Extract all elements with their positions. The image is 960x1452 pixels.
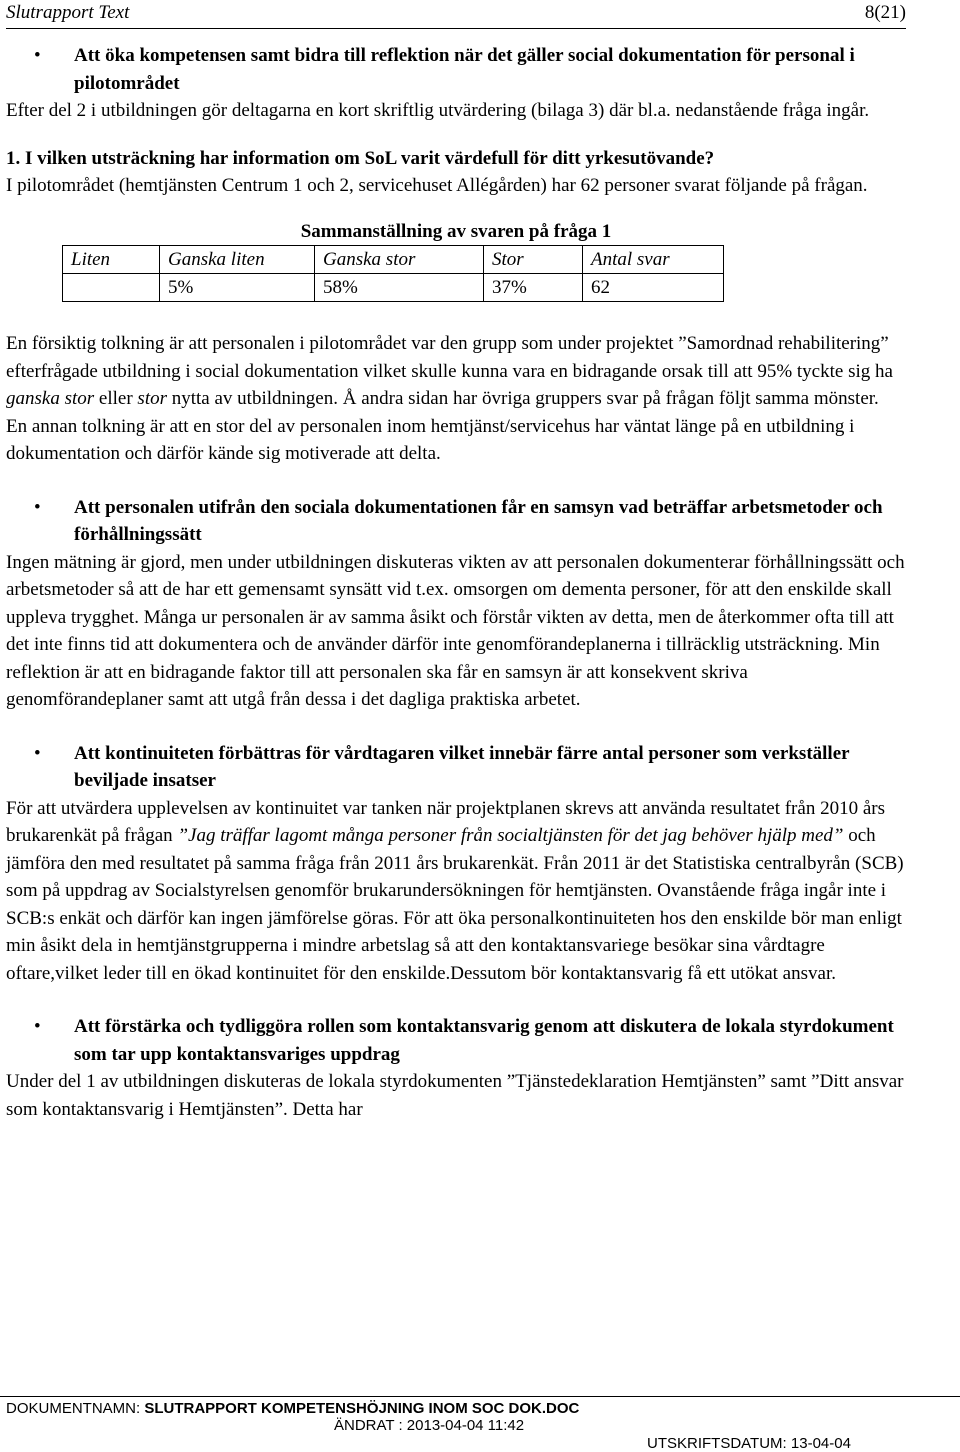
footer-changed: ÄNDRAT : 2013-04-04 11:42 <box>334 1417 525 1434</box>
heading-text: Att öka kompetensen samt bidra till reflektion när det gäller social dokumentation för personal i pilotområdet <box>74 45 855 94</box>
table-cell: 58% <box>315 274 484 302</box>
paragraph: Under del 1 av utbildningen diskuteras de lokala styrdokumenten ”Tjänstedeklaration Hemtjänsten” samt ”Ditt ansvar som kontaktansvarig i Hemtjänsten”. Detta har <box>6 1071 904 1120</box>
section-heading-samsyn <box>6 494 906 549</box>
bullet-icon: • <box>34 45 41 66</box>
page-number: 8(21) <box>864 2 906 23</box>
table-header-cell: Stor <box>484 246 583 274</box>
table-header-row <box>63 246 724 274</box>
heading-text: Att kontinuiteten förbättras för vårdtagaren vilket innebär färre antal personer som verkställer beviljade insatser <box>74 742 850 791</box>
table-header-cell: Liten <box>63 246 160 274</box>
bullet-icon: • <box>34 742 41 764</box>
paragraph: I pilotområdet (hemtjänsten Centrum 1 och 2, servicehuset Allégården) har 62 personer svarat följande på frågan. <box>6 175 868 196</box>
bullet-icon: • <box>34 496 41 518</box>
paragraph: En annan tolkning är att en stor del av personalen inom hemtjänst/servicehus har väntat länge på en utbildning i dokumentation och därför kände sig motiverade att delta. <box>6 415 855 464</box>
footer-printed: UTSKRIFTSDATUM: 13-04-04 <box>647 1435 851 1452</box>
table-row <box>63 274 724 302</box>
paragraph: En försiktig tolkning är att personalen i pilotområdet var den grupp som under projektet ”Samordnad rehabilitering” efterfrågade utbildning i social dokumentation vilket skulle kunna vara en bidragande orsak till att 95% tyckte sig ha ganska stor eller stor nytta av utbildningen. Å andra sidan har övriga gruppers svar på frågan följt samma mönster. <box>6 333 893 409</box>
footer-docname: DOKUMENTNAMN: SLUTRAPPORT KOMPETENSHÖJNING INOM SOC DOK.DOC <box>6 1400 580 1417</box>
paragraph: För att utvärdera upplevelsen av kontinuitet var tanken när projektplanen skrevs att använda resultatet från 2010 års brukarenkät på frågan ”Jag träffar lagomt många personer från socialtjänsten för det jag behöver hjälp med” och jämföra den med resultatet på samma fråga från 2011 års brukarenkät. Från 2011 är det Statistiska centralbyrån (SCB) som på uppdrag av Socialstyrelsen genomför brukarundersökningen för hemtjänsten. Ovanstående fråga ingår inte i SCB:s enkät och därför kan ingen jämförelse göras. För att öka personalkontinuiteten hos den enskilde bör man enligt min åsikt dela in hemtjänstgrupperna i mindre arbetslag så att den kontaktansvariege besökar sina vårdtagre oftare,vilket leder till en ökad kontinuitet för den enskilde.Dessutom bör kontaktansvarig få ett utökat ansvar. <box>6 797 904 984</box>
page-footer <box>0 1396 960 1452</box>
table-header-cell: Antal svar <box>583 246 724 274</box>
table-cell: 37% <box>484 274 583 302</box>
section-heading-kontinuitet <box>6 740 906 795</box>
section-heading-kompetens <box>6 42 906 97</box>
table-cell: 62 <box>583 274 724 302</box>
bullet-icon: • <box>34 1016 41 1037</box>
table-header-cell: Ganska stor <box>315 246 484 274</box>
paragraph: Efter del 2 i utbildningen gör deltagarna en kort skriftlig utvärdering (bilaga 3) där bl.a. nedanstående fråga ingår. <box>6 100 870 121</box>
heading-text: Att personalen utifrån den sociala dokumentationen får en samsyn vad beträffar arbetsmetoder och förhållningssätt <box>74 496 883 545</box>
survey-table <box>62 245 724 302</box>
survey-question: 1. I vilken utsträckning har information om SoL varit värdefull för ditt yrkesutövande? <box>6 147 715 169</box>
header-title: Slutrapport Text <box>6 2 130 23</box>
section-heading-kontaktansvarig <box>6 1013 906 1068</box>
document-body <box>6 42 906 1123</box>
page-header <box>6 2 906 29</box>
table-cell <box>63 274 160 302</box>
table-header-cell: Ganska liten <box>160 246 315 274</box>
paragraph: Ingen mätning är gjord, men under utbildningen diskuteras vikten av att personalen dokumenterar förhållningssätt och arbetsmetoder så att de har ett gemensamt synsätt vid t.ex. omsorgen om dementa personer, för att den enskilde skall uppleva trygghet. Många ur personalen är av samma åsikt och förstår vikten av detta, men de återkommer ofta till att det inte finns tid att dokumentera och de använder därför inte genomförandeplanerna i tillräcklig utsträckning. Min reflektion är att en bidragande faktor till att personalen ska får en samsyn är att konsekvent skriva genomförandeplaner samt att utgå från dessa i det dagliga praktiska arbetet. <box>6 551 905 710</box>
table-caption: Sammanställning av svaren på fråga 1 <box>300 220 612 242</box>
table-cell: 5% <box>160 274 315 302</box>
heading-text: Att förstärka och tydliggöra rollen som kontaktansvarig genom att diskutera de lokala styrdokument som tar upp kontaktansvariges uppdrag <box>74 1016 894 1065</box>
